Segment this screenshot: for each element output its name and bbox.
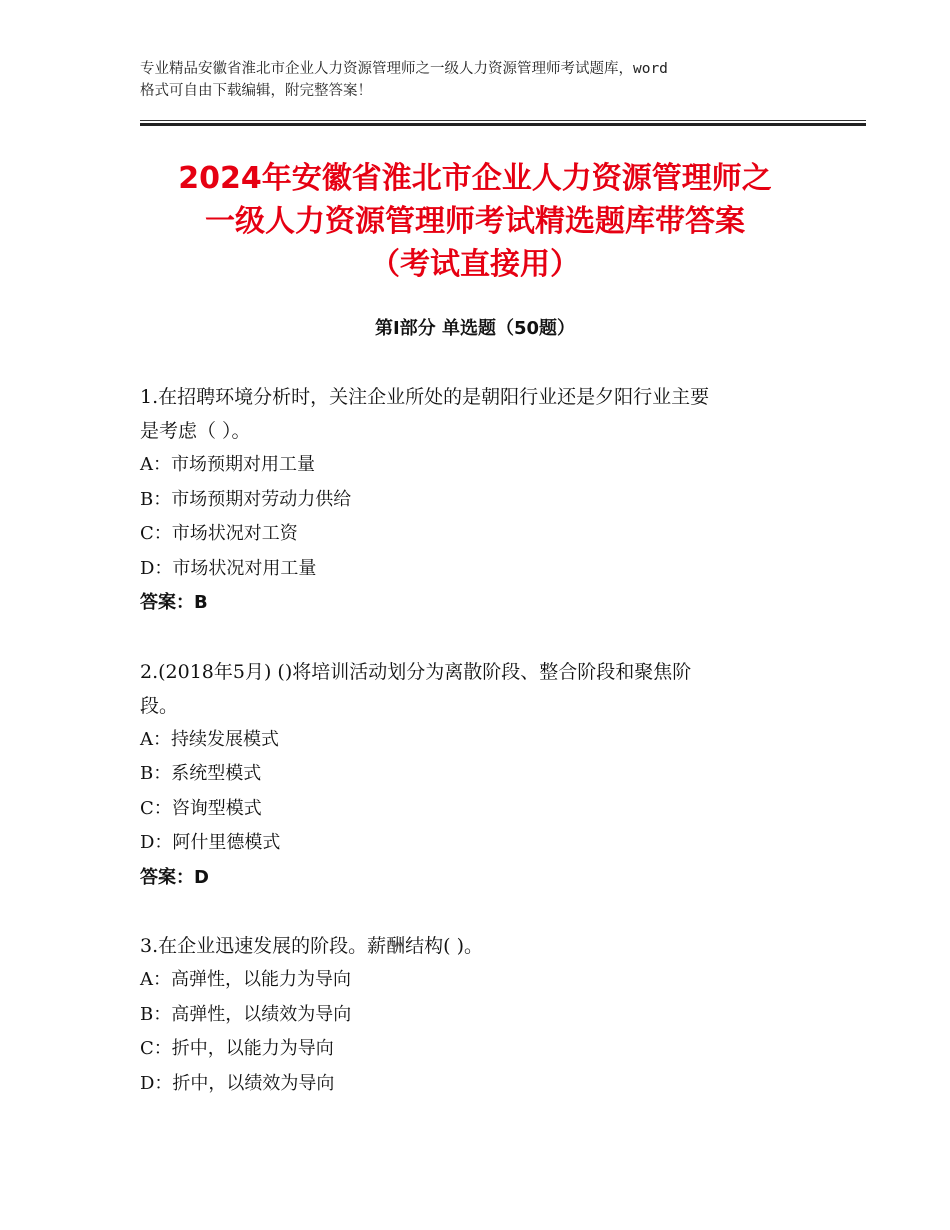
header-note xyxy=(140,58,830,102)
header-rule-bottom xyxy=(140,123,866,126)
section-heading: 第Ⅰ部分 单选题（50题） xyxy=(374,318,575,339)
title-line: （考试直接用） xyxy=(370,247,580,282)
option-b: B：市场预期对劳动力供给 xyxy=(140,488,352,510)
answer: 答案：D xyxy=(140,866,209,888)
option-d: D：市场状况对用工量 xyxy=(140,557,317,579)
option-b: B：高弹性，以绩效为导向 xyxy=(140,1003,352,1025)
option-d: D：折中，以绩效为导向 xyxy=(140,1072,335,1094)
question-stem: 1.在招聘环境分析时，关注企业所处的是朝阳行业还是夕阳行业主要 xyxy=(140,386,710,408)
answer: 答案：B xyxy=(140,592,208,613)
option-b: B：系统型模式 xyxy=(140,763,262,784)
option-c: C：咨询型模式 xyxy=(140,797,262,819)
question-stem: 是考虑（ ）。 xyxy=(140,420,251,442)
header-rule-top xyxy=(140,120,866,121)
option-a: A：持续发展模式 xyxy=(140,728,279,750)
option-c: C：市场状况对工资 xyxy=(140,523,298,544)
title-line: 2024年安徽省淮北市企业人力资源管理师之 xyxy=(178,161,772,196)
document-title xyxy=(100,157,850,286)
header-note-line: 专业精品安徽省淮北市企业人力资源管理师之一级人力资源管理师考试题库，word xyxy=(140,61,668,77)
option-a: A：高弹性，以能力为导向 xyxy=(140,969,351,990)
header-note-line: 格式可自由下载编辑，附完整答案！ xyxy=(140,83,372,99)
question-3 xyxy=(140,929,840,1101)
question-stem: 2.(2018年5月) ()将培训活动划分为离散阶段、整合阶段和聚焦阶 xyxy=(140,660,692,683)
question-stem: 段。 xyxy=(140,694,179,717)
option-a: A：市场预期对用工量 xyxy=(140,454,315,475)
question-2 xyxy=(140,655,840,896)
question-1 xyxy=(140,380,840,621)
option-c: C：折中，以能力为导向 xyxy=(140,1038,334,1059)
title-line: 一级人力资源管理师考试精选题库带答案 xyxy=(205,204,745,239)
question-list xyxy=(140,380,840,1101)
option-d: D：阿什里德模式 xyxy=(140,832,281,853)
question-stem: 3.在企业迅速发展的阶段。薪酬结构( )。 xyxy=(140,935,483,957)
